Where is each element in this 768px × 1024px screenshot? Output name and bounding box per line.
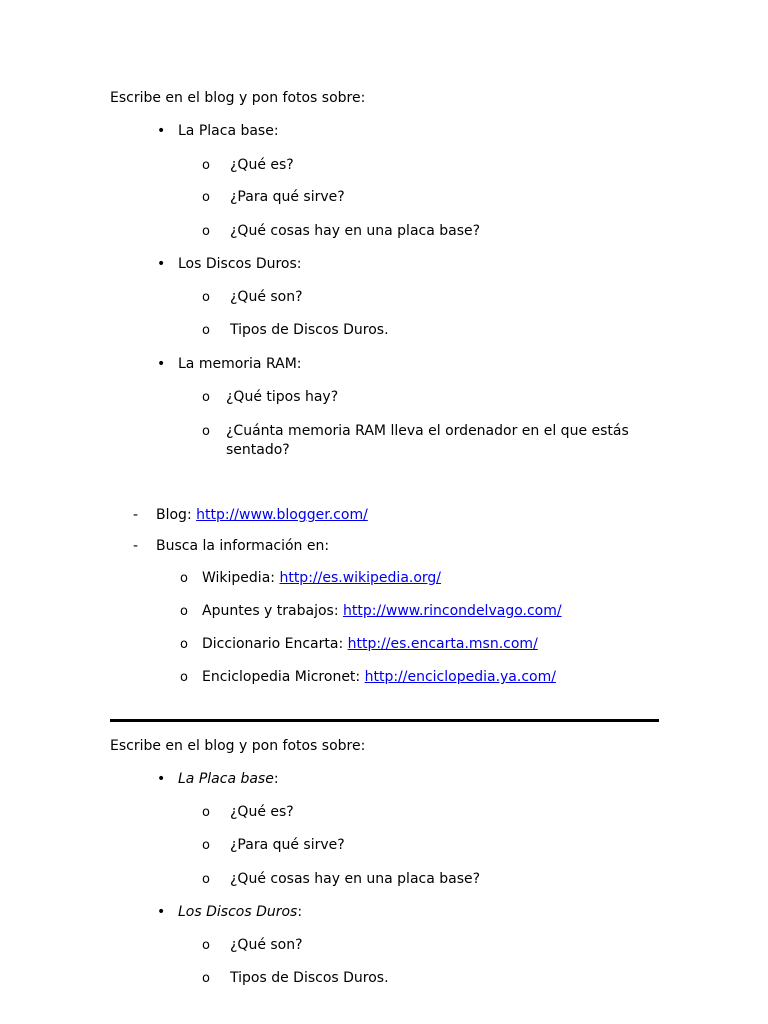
bullet-icon: •	[157, 771, 166, 787]
subitem: Tipos de Discos Duros.	[230, 322, 389, 338]
subitem: ¿Qué cosas hay en una placa base?	[230, 223, 481, 239]
dash-icon: -	[133, 538, 139, 554]
subitem: ¿Para qué sirve?	[230, 189, 345, 205]
source-encarta	[202, 635, 538, 654]
circle-bullet-icon: o	[180, 637, 188, 652]
intro-text: Escribe en el blog y pon fotos sobre:	[110, 738, 366, 754]
circle-bullet-icon: o	[202, 224, 210, 239]
source-link[interactable]: http://enciclopedia.ya.com/	[364, 669, 556, 685]
source-micronet	[202, 668, 556, 687]
dash-icon: -	[133, 507, 139, 523]
source-label: Diccionario Encarta:	[202, 636, 348, 652]
item-placa-base	[178, 770, 279, 789]
subitem: ¿Qué es?	[230, 157, 294, 173]
subitem: ¿Qué es?	[230, 804, 294, 820]
bullet-icon: •	[157, 356, 166, 372]
subitem: ¿Para qué sirve?	[230, 837, 345, 853]
subitem: ¿Qué tipos hay?	[226, 389, 339, 405]
subitem: Tipos de Discos Duros.	[230, 970, 389, 986]
circle-bullet-icon: o	[202, 323, 210, 338]
source-label: Wikipedia:	[202, 570, 280, 586]
item-label-italic: Los Discos Duros	[178, 904, 298, 920]
item-placa-base: La Placa base:	[178, 123, 279, 139]
circle-bullet-icon: o	[202, 971, 210, 986]
circle-bullet-icon: o	[180, 571, 188, 586]
item-suffix: :	[273, 771, 279, 787]
blog-link[interactable]: http://www.blogger.com/	[196, 507, 368, 523]
bullet-icon: •	[157, 256, 166, 272]
circle-bullet-icon: o	[202, 190, 210, 205]
item-suffix: :	[297, 904, 303, 920]
circle-bullet-icon: o	[202, 805, 210, 820]
subitem: ¿Qué cosas hay en una placa base?	[230, 871, 481, 887]
item-memoria-ram: La memoria RAM:	[178, 356, 302, 372]
item-label-italic: La Placa base	[178, 771, 274, 787]
circle-bullet-icon: o	[202, 938, 210, 953]
intro-text: Escribe en el blog y pon fotos sobre:	[110, 90, 366, 106]
source-rincondelvago	[202, 602, 562, 621]
subitem: ¿Qué son?	[230, 289, 303, 305]
blog-line	[156, 506, 368, 525]
search-label: Busca la información en:	[156, 538, 330, 554]
circle-bullet-icon: o	[202, 872, 210, 887]
circle-bullet-icon: o	[202, 158, 210, 173]
bullet-icon: •	[157, 123, 166, 139]
circle-bullet-icon: o	[202, 390, 210, 405]
source-link[interactable]: http://es.encarta.msn.com/	[347, 636, 538, 652]
source-link[interactable]: http://www.rincondelvago.com/	[343, 603, 562, 619]
circle-bullet-icon: o	[180, 670, 188, 685]
source-label: Enciclopedia Micronet:	[202, 669, 365, 685]
item-discos-duros	[178, 903, 302, 922]
source-link[interactable]: http://es.wikipedia.org/	[279, 570, 442, 586]
subitem: ¿Qué son?	[230, 937, 303, 953]
source-label: Apuntes y trabajos:	[202, 603, 343, 619]
circle-bullet-icon: o	[202, 424, 210, 439]
blog-label: Blog:	[156, 507, 197, 523]
circle-bullet-icon: o	[180, 604, 188, 619]
item-discos-duros: Los Discos Duros:	[178, 256, 302, 272]
circle-bullet-icon: o	[202, 290, 210, 305]
bullet-icon: •	[157, 904, 166, 920]
horizontal-rule	[110, 719, 659, 722]
circle-bullet-icon: o	[202, 838, 210, 853]
subitem: ¿Cuánta memoria RAM lleva el ordenador en el que estás sentado?	[226, 423, 629, 458]
source-wikipedia	[202, 569, 441, 588]
